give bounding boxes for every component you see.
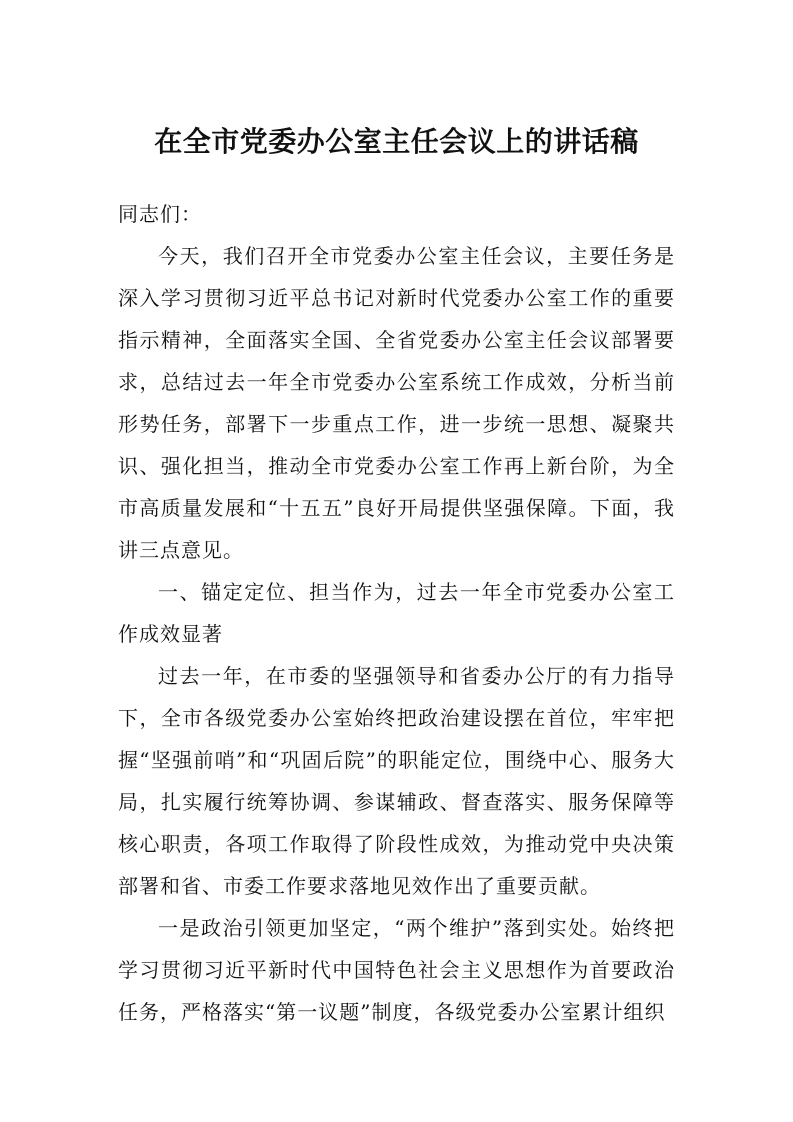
document-body <box>118 193 675 1033</box>
paragraph-review: 过去一年，在市委的坚强领导和省委办公厅的有力指导下，全市各级党委办公室始终把政治建设摆在首位，牢牢把握“坚强前哨”和“巩固后院”的职能定位，围绕中心、服务大局，扎实履行统筹协调、参谋辅政、督查落实、服务保障等核心职责，各项工作取得了阶段性成效，为推动党中央决策部署和省、市委工作要求落地见效作出了重要贡献。 <box>118 664 675 898</box>
document-title: 在全市党委办公室主任会议上的讲话稿 <box>154 125 639 158</box>
section-heading-1: 一、锚定定位、担当作为，过去一年全市党委办公室工作成效显著 <box>118 580 675 646</box>
paragraph-intro: 今天，我们召开全市党委办公室主任会议，主要任务是深入学习贯彻习近平总书记对新时代党委办公室工作的重要指示精神，全面落实全国、全省党委办公室主任会议部署要求，总结过去一年全市党委办公室系统工作成效，分析当前形势任务，部署下一步重点工作，进一步统一思想、凝聚共识、强化担当，推动全市党委办公室工作再上新台阶，为全市高质量发展和“十五五”良好开局提供坚强保障。下面，我讲三点意见。 <box>118 244 675 562</box>
paragraph-point-1: 一是政治引领更加坚定，“两个维护”落到实处。始终把学习贯彻习近平新时代中国特色社会主义思想作为首要政治任务，严格落实“第一议题”制度，各级党委办公室累计组织 <box>118 916 675 1024</box>
greeting: 同志们： <box>118 202 202 226</box>
